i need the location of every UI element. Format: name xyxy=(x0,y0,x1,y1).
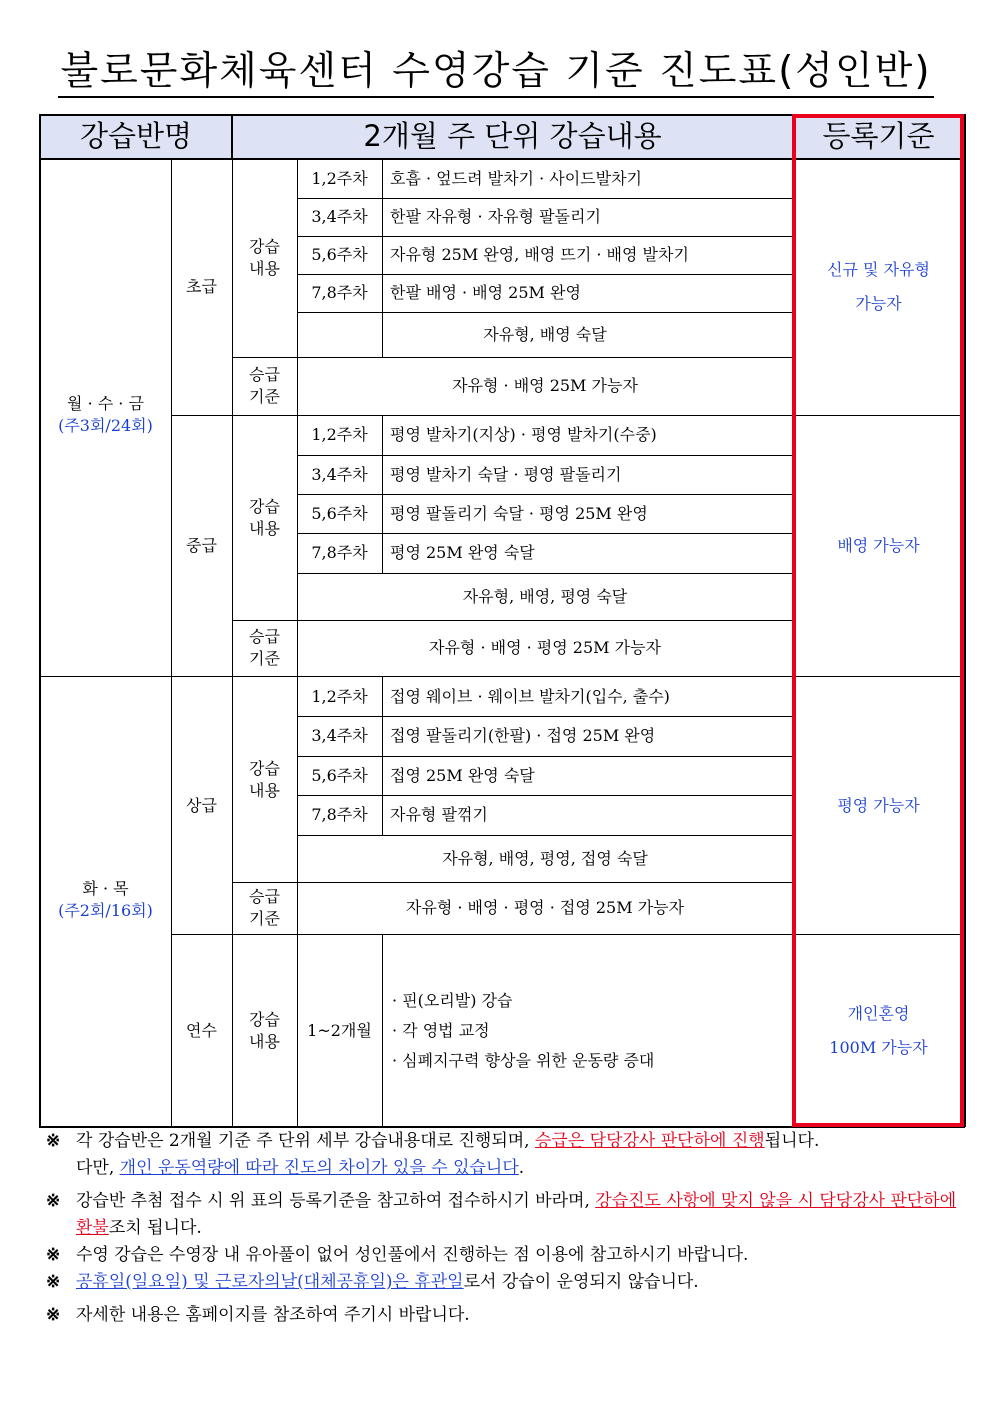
lesson-label xyxy=(232,677,297,882)
week-content: 평영 25M 완영 숙달 xyxy=(390,543,535,563)
criteria-highlight-box xyxy=(792,114,964,1127)
schedule-mwf-name: 월 · 수 · 금 xyxy=(67,394,144,414)
review-text: 자유형, 배영 숙달 xyxy=(483,324,607,344)
lesson-label-line2: 내용 xyxy=(249,780,280,800)
list-item: · 핀(오리발) 강습 xyxy=(392,990,513,1010)
promotion-label-line1: 승급 xyxy=(249,365,280,385)
week-content: 자유형 팔꺾기 xyxy=(390,805,488,825)
week-label: 1,2주차 xyxy=(311,686,368,706)
week-label: 7,8주차 xyxy=(311,543,368,563)
promotion-label-line1: 승급 xyxy=(249,627,280,647)
week-content: 접영 팔돌리기(한팔) · 접영 25M 완영 xyxy=(390,726,656,746)
lesson-label-line1: 강습 xyxy=(249,1009,280,1029)
review-text: 자유형, 배영, 평영 숙달 xyxy=(462,586,628,606)
level-beginner: 초급 xyxy=(186,277,217,297)
promotion-text: 자유형 · 배영 · 평영 25M 가능자 xyxy=(429,638,661,658)
note-3 xyxy=(46,1242,966,1269)
note-4 xyxy=(46,1269,966,1296)
level-training: 연수 xyxy=(186,1020,217,1040)
lesson-label-line2: 내용 xyxy=(249,518,280,538)
note-1-text-end: 됩니다. xyxy=(764,1131,820,1151)
week-label: 7,8주차 xyxy=(311,283,368,303)
week-content: 접영 25M 완영 숙달 xyxy=(390,765,535,785)
criteria-beginner-line2: 가능자 xyxy=(855,294,902,313)
note-mark: ※ xyxy=(46,1191,61,1211)
week-label: 7,8주차 xyxy=(311,805,368,825)
promotion-label xyxy=(232,357,297,415)
level-intermediate: 중급 xyxy=(186,535,217,555)
week-label: 1,2주차 xyxy=(311,425,368,445)
training-period: 1~2개월 xyxy=(307,1020,372,1040)
note-mark: ※ xyxy=(46,1131,61,1151)
note-1-highlight: 승급은 담당강사 판단하에 진행 xyxy=(534,1131,765,1151)
list-item: · 심폐지구력 향상을 위한 운동량 증대 xyxy=(392,1050,655,1070)
promotion-text: 자유형 · 배영 25M 가능자 xyxy=(452,376,638,396)
promotion-label-line2: 기준 xyxy=(249,387,280,406)
schedule-mwf-freq: (주3회/24회) xyxy=(58,416,153,435)
criteria-advanced: 평영 가능자 xyxy=(837,795,920,815)
lesson-label-line1: 강습 xyxy=(249,496,280,516)
training-items xyxy=(382,935,793,1126)
promotion-label-line1: 승급 xyxy=(249,887,280,907)
criteria-training-line1: 개인혼영 xyxy=(847,1003,910,1023)
note-2-text-end: 조치 됩니다. xyxy=(108,1218,202,1238)
note-2 xyxy=(46,1188,966,1242)
note-3-text: 수영 강습은 수영장 내 유아풀이 없어 성인풀에서 진행하는 점 이용에 참고하시기 바랍니다. xyxy=(76,1245,749,1265)
note-1 xyxy=(46,1128,966,1182)
note-2-text: 강습반 추첨 접수 시 위 표의 등록기준을 참고하여 접수하시기 바라며, xyxy=(76,1191,596,1211)
note-mark: ※ xyxy=(46,1245,61,1265)
promotion-label xyxy=(232,620,297,676)
week-label: 1,2주차 xyxy=(311,168,368,188)
lesson-label-line2: 내용 xyxy=(249,1031,280,1051)
week-content: 접영 웨이브 · 웨이브 발차기(입수, 출수) xyxy=(390,686,670,706)
lesson-label xyxy=(232,159,297,357)
note-4-highlight: 공휴일(일요일) 및 근로자의날(대체공휴일)은 휴관일 xyxy=(76,1272,464,1292)
note-2-highlight: 강습진도 사항에 맞지 않을 시 담당강사 판단하에 환불 xyxy=(76,1191,957,1238)
week-content: 자유형 25M 완영, 배영 뜨기 · 배영 발차기 xyxy=(390,245,689,265)
week-content: 한팔 자유형 · 자유형 팔돌리기 xyxy=(390,207,601,227)
page-title: 불로문화체육센터 수영강습 기준 진도표(성인반) xyxy=(0,40,992,96)
list-item: · 각 영법 교정 xyxy=(392,1020,490,1040)
header-criteria: 등록기준 xyxy=(793,115,964,158)
level-advanced: 상급 xyxy=(186,795,217,815)
week-content: 호흡 · 엎드려 발차기 · 사이드발차기 xyxy=(390,168,642,188)
week-label: 5,6주차 xyxy=(311,245,368,265)
week-label: 3,4주차 xyxy=(311,726,368,746)
lesson-label xyxy=(232,935,297,1126)
header-class-name: 강습반명 xyxy=(40,115,232,158)
note-mark: ※ xyxy=(46,1272,61,1292)
notes-section xyxy=(46,1128,966,1329)
week-content: 한팔 배영 · 배영 25M 완영 xyxy=(390,283,581,303)
week-label: 5,6주차 xyxy=(311,765,368,785)
header-content: 2개월 주 단위 강습내용 xyxy=(232,115,793,158)
week-content: 평영 발차기(지상) · 평영 발차기(수중) xyxy=(390,425,657,445)
week-content: 평영 발차기 숙달 · 평영 팔돌리기 xyxy=(390,464,622,484)
criteria-beginner-line1: 신규 및 자유형 xyxy=(827,260,930,279)
week-label: 5,6주차 xyxy=(311,503,368,523)
promotion-text: 자유형 · 배영 · 평영 · 접영 25M 가능자 xyxy=(405,898,685,918)
promotion-label-line2: 기준 xyxy=(249,649,280,668)
criteria-intermediate: 배영 가능자 xyxy=(837,535,920,555)
note-1-line2-end: . xyxy=(518,1158,525,1178)
note-1-line2-highlight: 개인 운동역량에 따라 진도의 차이가 있을 수 있습니다 xyxy=(119,1158,519,1178)
week-content: 평영 팔돌리기 숙달 · 평영 25M 완영 xyxy=(390,503,648,523)
lesson-label-line1: 강습 xyxy=(249,237,280,257)
promotion-label xyxy=(232,882,297,934)
criteria-training-line2: 100M 가능자 xyxy=(829,1037,928,1057)
note-4-text: 로서 강습이 운영되지 않습니다. xyxy=(463,1272,699,1292)
schedule-tt-name: 화 · 목 xyxy=(82,879,129,899)
schedule-mwf xyxy=(40,385,171,445)
note-1-line2-prefix: 다만, xyxy=(76,1158,120,1178)
note-5-text: 자세한 내용은 홈페이지를 참조하여 주기시 바랍니다. xyxy=(76,1305,470,1325)
schedule-tt xyxy=(40,870,171,930)
promotion-label-line2: 기준 xyxy=(249,909,280,928)
lesson-label-line2: 내용 xyxy=(249,259,280,278)
review-text: 자유형, 배영, 평영, 접영 숙달 xyxy=(442,848,648,868)
schedule-tt-freq: (주2회/16회) xyxy=(58,901,153,920)
note-5 xyxy=(46,1302,966,1329)
note-mark: ※ xyxy=(46,1305,61,1325)
lesson-label xyxy=(232,415,297,620)
week-label: 3,4주차 xyxy=(311,464,368,484)
note-1-text: 각 강습반은 2개월 기준 주 단위 세부 강습내용대로 진행되며, xyxy=(76,1131,535,1151)
lesson-label-line1: 강습 xyxy=(249,758,280,778)
week-label: 3,4주차 xyxy=(311,207,368,227)
